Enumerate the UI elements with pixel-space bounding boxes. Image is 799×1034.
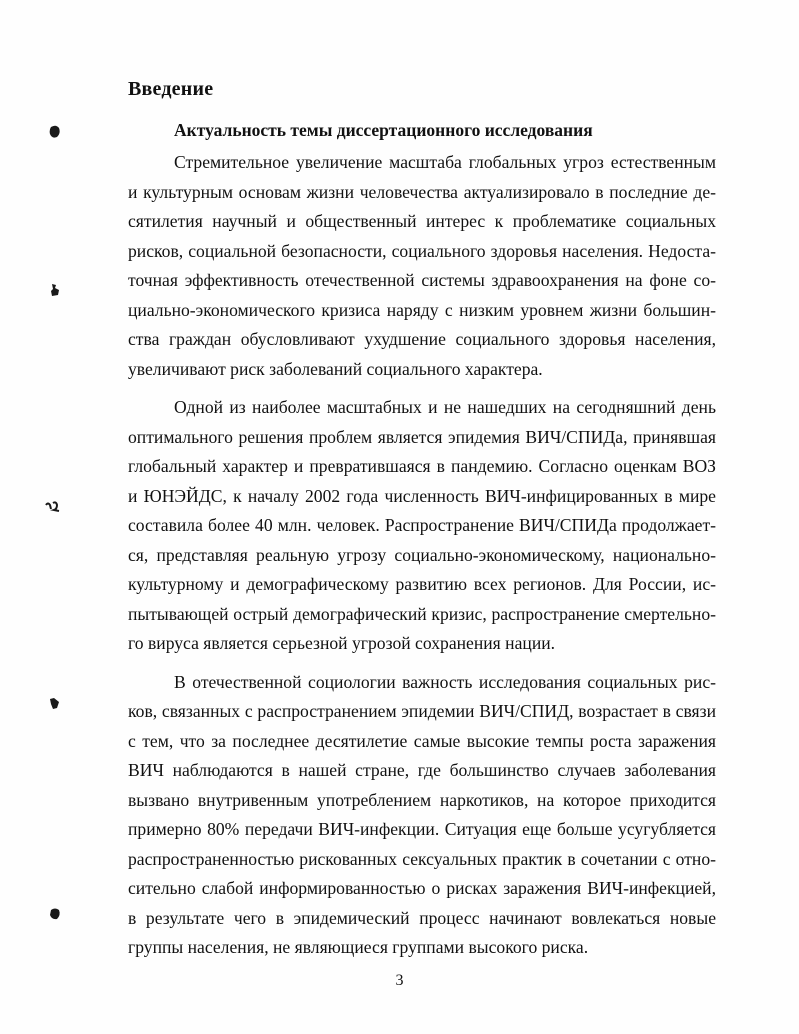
paragraph: В отечественной социологии важность исследования социальных рисков, связанных с распространением эпидемии ВИЧ/СПИД, возрастает в связи с тем, что за последнее десятилетие самые высокие темпы роста заражения ВИЧ наблюдаются в нашей стране, где большинство случаев заболевания вызвано внутривенным употреблением наркотиков, на которое приходится примерно 80% передачи ВИЧ-инфекции. Ситуация еще больше усугубляется распространенностью рискованных сексуальных практик в сочетании с относительно слабой информированностью о рисках заражения ВИЧ-инфекцией, в результате чего в эпидемический процесс начинают вовлекаться новые группы населения, не являющиеся группами высокого риска. (128, 671, 716, 957)
binder-hole-mark (48, 906, 62, 922)
paragraph: Стремительное увеличение масштаба глобальных угроз естественным и культурным основам жизни человечества актуализировало в последние десятилетия научный и общественный интерес к проблематике социальных рисков, социальной безопасности, социального здоровья населения. Недостаточная эффективность отечественной системы здравоохранения на фоне социально-экономического кризиса наряду с низким уровнем жизни большинства граждан обусловливают ухудшение социального здоровья населения, увеличивают риск заболеваний социального характера. (128, 152, 716, 379)
paragraph: Одной из наиболее масштабных и не нашедших на сегодняшний день оптимального решения проблем является эпидемия ВИЧ/СПИДа, принявшая глобальный характер и превратившаяся в пандемию. Согласно оценкам ВОЗ и ЮНЭЙДС, к началу 2002 года численность ВИЧ-инфицированных в мире составила более 40 млн. человек. Распространение ВИЧ/СПИДа продолжается, представляя реальную угрозу социально-экономическому, национально-культурному и демографическому развитию всех регионов. Для России, испытывающей острый демографический кризис, распространение смертельного вируса является серьезной угрозой сохранения нации. (128, 397, 716, 653)
binder-hole-mark (48, 696, 62, 712)
binder-hole-mark (48, 124, 62, 140)
page-number: 3 (395, 972, 404, 989)
section-subheading: Актуальность темы диссертационного исследования (174, 120, 593, 140)
binder-hole-mark (48, 282, 62, 298)
binder-hole-mark (44, 500, 58, 516)
body-text (128, 148, 716, 972)
page-title: Введение (128, 78, 214, 100)
